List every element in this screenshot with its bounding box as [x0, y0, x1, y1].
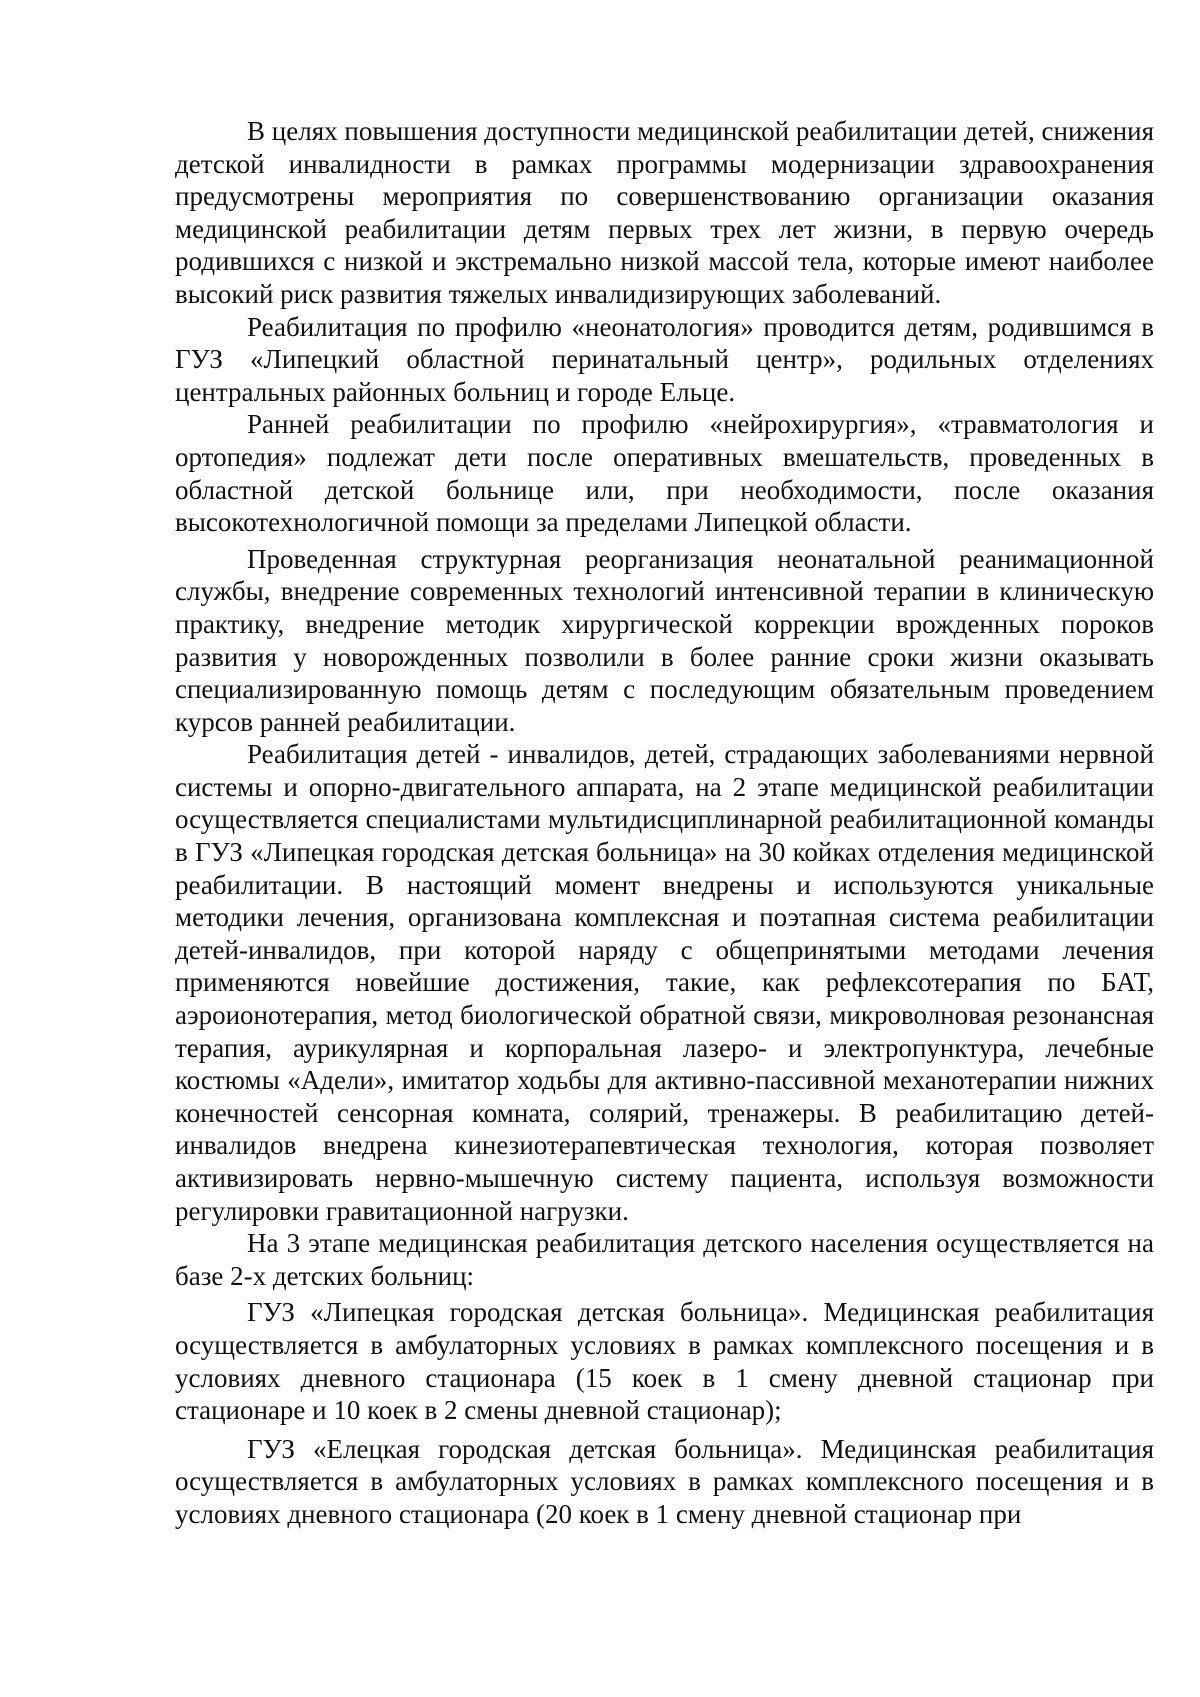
document-body	[175, 115, 1154, 1531]
paragraph-stage-two: Реабилитация детей - инвалидов, детей, страдающих заболеваниями нервной системы и опорно-двигательного аппарата, на 2 этапе медицинской реабилитации осуществляется специалистами мультидисциплинарной реабилитационной команды в ГУЗ «Липецкая городская детская больница» на 30 койках отделения медицинской реабилитации. В настоящий момент внедрены и используются уникальные методики лечения, организована комплексная и поэтапная система реабилитации детей-инвалидов, при которой наряду с общепринятыми методами лечения применяются новейшие достижения, такие, как рефлексотерапия по БАТ, аэроионотерапия, метод биологической обратной связи, микроволновая резонансная терапия, аурикулярная и корпоральная лазеро- и электропунктура, лечебные костюмы «Адели», имитатор ходьбы для активно-пассивной механотерапии нижних конечностей сенсорная комната, солярий, тренажеры. В реабилитацию детей-инвалидов внедрена кинезиотерапевтическая технология, которая позволяет активизировать нервно-мышечную систему пациента, используя возможности регулировки гравитационной нагрузки.	[175, 739, 1154, 1226]
paragraph-stage-three: На 3 этапе медицинская реабилитация детского населения осуществляется на базе 2-х детских больниц:	[175, 1228, 1154, 1291]
paragraph-reorganization: Проведенная структурная реорганизация неонатальной реанимационной службы, внедрение современных технологий интенсивной терапии в клиническую практику, внедрение методик хирургической коррекции врожденных пороков развития у новорожденных позволили в более ранние сроки жизни оказывать специализированную помощь детям с последующим обязательным проведением курсов ранней реабилитации.	[175, 543, 1154, 737]
paragraph-lipetsk-hospital: ГУЗ «Липецкая городская детская больница». Медицинская реабилитация осуществляется в амбулаторных условиях в рамках комплексного посещения и в условиях дневного стационара (15 коек в 1 смену дневной стационар при стационаре и 10 коек в 2 смены дневной стационар);	[175, 1297, 1154, 1426]
paragraph-neurosurgery: Ранней реабилитации по профилю «нейрохирургия», «травматология и ортопедия» подлежат дети после оперативных вмешательств, проведенных в областной детской больнице или, при необходимости, после оказания высокотехнологичной помощи за пределами Липецкой области.	[175, 409, 1154, 538]
paragraph-rehab-accessibility: В целях повышения доступности медицинской реабилитации детей, снижения детской инвалидности в рамках программы модернизации здравоохранения предусмотрены мероприятия по совершенствованию организации оказания медицинской реабилитации детям первых трех лет жизни, в первую очередь родившихся с низкой и экстремально низкой массой тела, которые имеют наиболее высокий риск развития тяжелых инвалидизирующих заболеваний.	[175, 116, 1154, 309]
paragraph-neonatology: Реабилитация по профилю «неонатология» проводится детям, родившимся в ГУЗ «Липецкий областной перинатальный центр», родильных отделениях центральных районных больниц и городе Ельце.	[175, 311, 1154, 407]
paragraph-yelets-hospital: ГУЗ «Елецкая городская детская больница». Медицинская реабилитация осуществляется в амбулаторных условиях в рамках комплексного посещения и в условиях дневного стационара (20 коек в 1 смену дневной стационар при	[175, 1433, 1154, 1529]
